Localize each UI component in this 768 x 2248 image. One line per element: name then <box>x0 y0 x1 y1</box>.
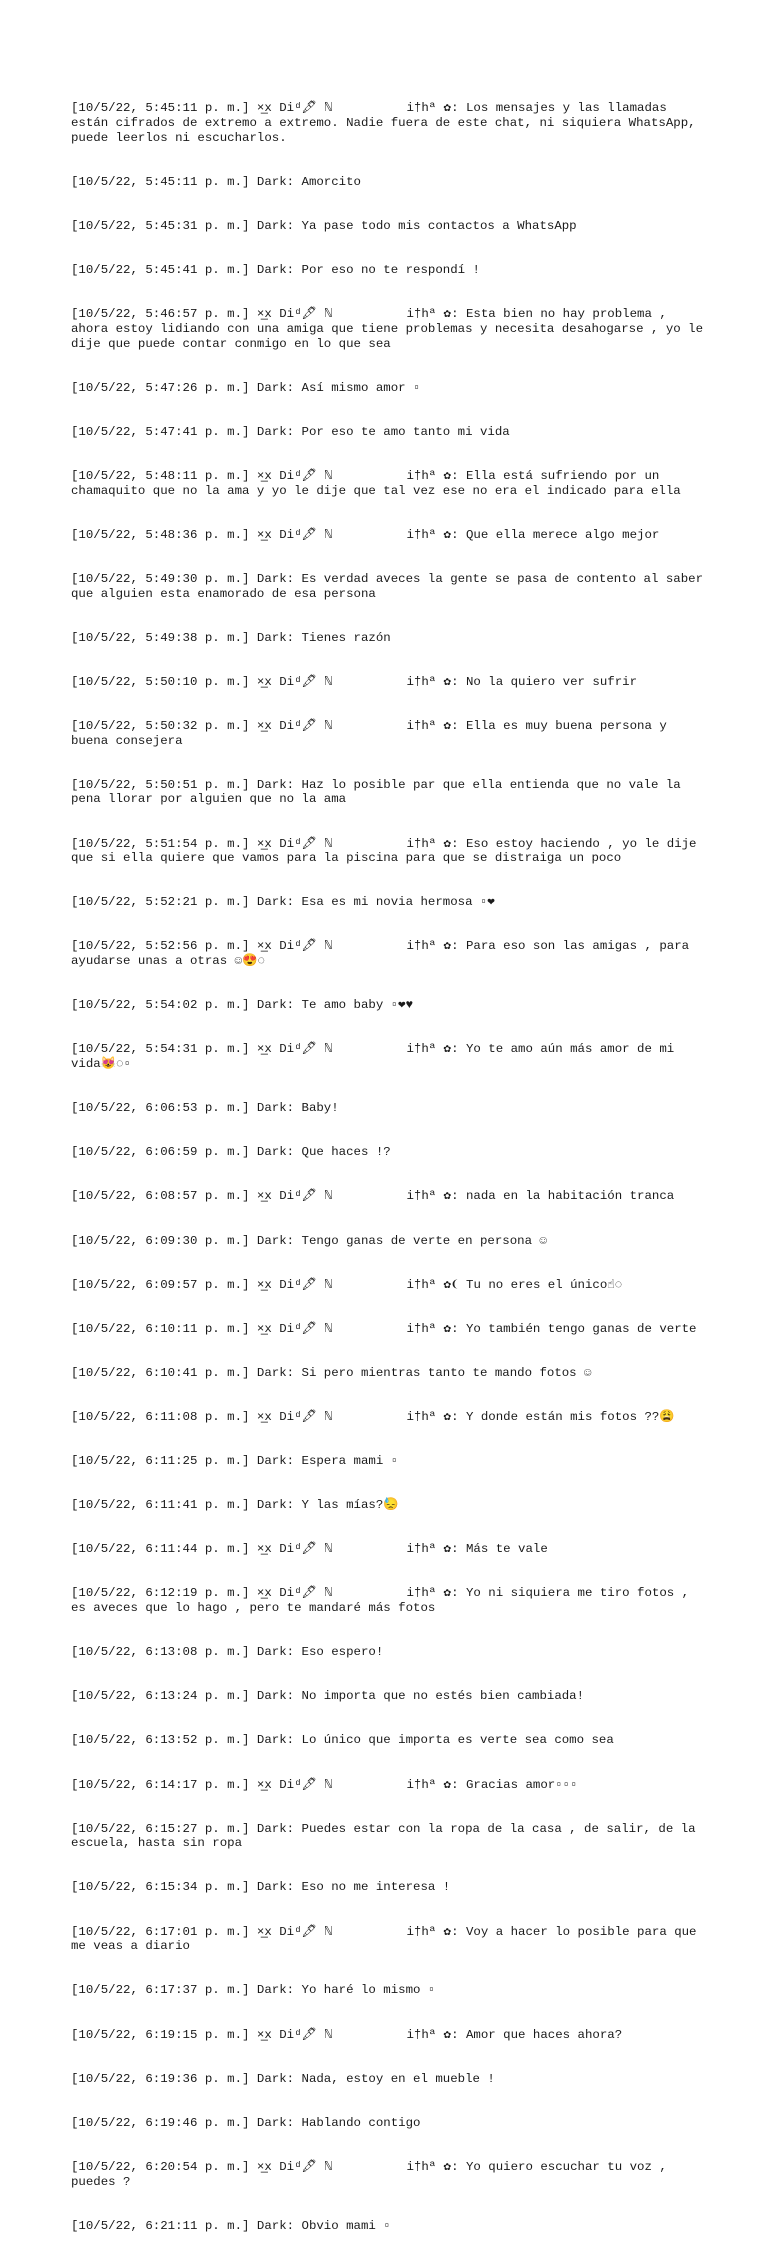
chat-line: [10/5/22, 5:45:11 p. m.] ×̲x Diᵈ🖋 ℕ i†hª ✿: Los mensajes y las llamadas están cifrados de extremo a extremo. Nadie fuera de este chat, ni siquiera WhatsApp, puede leerlos ni escucharlos. <box>71 101 704 145</box>
chat-line: [10/5/22, 6:11:44 p. m.] ×̲x Diᵈ🖋 ℕ i†hª ✿: Más te vale <box>71 1542 548 1557</box>
chat-line: [10/5/22, 6:11:25 p. m.] Dark: Espera mami ▫ <box>71 1454 399 1469</box>
chat-line: [10/5/22, 6:11:41 p. m.] Dark: Y las mías?😓 <box>71 1498 399 1513</box>
chat-line: [10/5/22, 5:54:02 p. m.] Dark: Te amo baby ▫❤♥ <box>71 998 414 1013</box>
chat-line: [10/5/22, 5:54:31 p. m.] ×̲x Diᵈ🖋 ℕ i†hª ✿: Yo te amo aún más amor de mi vida😻◌▫ <box>71 1042 682 1072</box>
chat-line: [10/5/22, 5:48:36 p. m.] ×̲x Diᵈ🖋 ℕ i†hª ✿: Que ella merece algo mejor <box>71 527 660 542</box>
chat-line: [10/5/22, 5:51:54 p. m.] ×̲x Diᵈ🖋 ℕ i†hª ✿: Eso estoy haciendo , yo le dije que si ella quiere que vamos para la piscina para que se distraiga un poco <box>71 836 704 866</box>
chat-line: [10/5/22, 6:09:57 p. m.] ×̲x Diᵈ🖋 ℕ i†hª ✿❨ Tu no eres el único☝◌ <box>71 1277 623 1292</box>
chat-line: [10/5/22, 6:17:37 p. m.] Dark: Yo haré lo mismo ▫ <box>71 1983 436 1998</box>
chat-line: [10/5/22, 6:06:53 p. m.] Dark: Baby! <box>71 1101 339 1116</box>
chat-line: [10/5/22, 5:49:30 p. m.] Dark: Es verdad aveces la gente se pasa de contento al saber que alguien esta enamorado de esa persona <box>71 571 711 601</box>
chat-line: [10/5/22, 6:12:19 p. m.] ×̲x Diᵈ🖋 ℕ i†hª ✿: Yo ni siquiera me tiro fotos , es aveces que lo hago , pero te mandaré más fotos <box>71 1586 697 1616</box>
chat-line: [10/5/22, 6:13:52 p. m.] Dark: Lo único que importa es verte sea como sea <box>71 1733 614 1748</box>
chat-line: [10/5/22, 6:19:15 p. m.] ×̲x Diᵈ🖋 ℕ i†hª ✿: Amor que haces ahora? <box>71 2027 623 2042</box>
chat-line: [10/5/22, 5:45:41 p. m.] Dark: Por eso no te respondí ! <box>71 263 480 278</box>
chat-line: [10/5/22, 6:11:08 p. m.] ×̲x Diᵈ🖋 ℕ i†hª ✿: Y donde están mis fotos ??😩 <box>71 1409 675 1424</box>
chat-line: [10/5/22, 6:17:01 p. m.] ×̲x Diᵈ🖋 ℕ i†hª ✿: Voy a hacer lo posible para que me veas a diario <box>71 1924 704 1954</box>
chat-line: [10/5/22, 6:15:27 p. m.] Dark: Puedes estar con la ropa de la casa , de salir, de la escuela, hasta sin ropa <box>71 1821 704 1851</box>
chat-line: [10/5/22, 5:50:10 p. m.] ×̲x Diᵈ🖋 ℕ i†hª ✿: No la quiero ver sufrir <box>71 674 638 689</box>
chat-line: [10/5/22, 6:19:46 p. m.] Dark: Hablando contigo <box>71 2115 421 2130</box>
chat-line: [10/5/22, 5:52:56 p. m.] ×̲x Diᵈ🖋 ℕ i†hª ✿: Para eso son las amigas , para ayudarse unas a otras ☺😍◌ <box>71 939 697 969</box>
chat-line: [10/5/22, 5:45:31 p. m.] Dark: Ya pase todo mis contactos a WhatsApp <box>71 219 577 234</box>
chat-line: [10/5/22, 5:50:51 p. m.] Dark: Haz lo posible par que ella entienda que no vale la pena llorar por alguien que no la ama <box>71 777 689 807</box>
chat-line: [10/5/22, 5:47:26 p. m.] Dark: Así mismo amor ▫ <box>71 380 421 395</box>
chat-transcript <box>71 72 711 2248</box>
chat-line: [10/5/22, 5:50:32 p. m.] ×̲x Diᵈ🖋 ℕ i†hª ✿: Ella es muy buena persona y buena consejera <box>71 718 675 748</box>
chat-line: [10/5/22, 6:08:57 p. m.] ×̲x Diᵈ🖋 ℕ i†hª ✿: nada en la habitación tranca <box>71 1189 675 1204</box>
chat-line: [10/5/22, 5:46:57 p. m.] ×̲x Diᵈ🖋 ℕ i†hª ✿: Esta bien no hay problema , ahora estoy lidiando con una amiga que tiene problemas y necesita desahogarse , yo le dije que puede contar conmigo en lo que sea <box>71 307 711 351</box>
chat-line: [10/5/22, 6:21:11 p. m.] Dark: Obvio mami ▫ <box>71 2218 391 2233</box>
chat-line: [10/5/22, 5:49:38 p. m.] Dark: Tienes razón <box>71 630 391 645</box>
chat-line: [10/5/22, 5:45:11 p. m.] Dark: Amorcito <box>71 174 361 189</box>
chat-line: [10/5/22, 6:10:41 p. m.] Dark: Si pero mientras tanto te mando fotos ☺ <box>71 1365 592 1380</box>
chat-line: [10/5/22, 6:13:08 p. m.] Dark: Eso espero! <box>71 1645 384 1660</box>
chat-line: [10/5/22, 6:15:34 p. m.] Dark: Eso no me interesa ! <box>71 1880 451 1895</box>
chat-line: [10/5/22, 6:13:24 p. m.] Dark: No importa que no estés bien cambiada! <box>71 1689 585 1704</box>
chat-line: [10/5/22, 6:10:11 p. m.] ×̲x Diᵈ🖋 ℕ i†hª ✿: Yo también tengo ganas de verte <box>71 1321 697 1336</box>
chat-line: [10/5/22, 6:14:17 p. m.] ×̲x Diᵈ🖋 ℕ i†hª ✿: Gracias amor▫▫▫ <box>71 1777 578 1792</box>
chat-line: [10/5/22, 5:52:21 p. m.] Dark: Esa es mi novia hermosa ▫❤ <box>71 895 495 910</box>
chat-line: [10/5/22, 6:19:36 p. m.] Dark: Nada, estoy en el mueble ! <box>71 2071 495 2086</box>
chat-line: [10/5/22, 5:47:41 p. m.] Dark: Por eso te amo tanto mi vida <box>71 424 510 439</box>
chat-line: [10/5/22, 6:20:54 p. m.] ×̲x Diᵈ🖋 ℕ i†hª ✿: Yo quiero escuchar tu voz , puedes ? <box>71 2159 675 2189</box>
chat-line: [10/5/22, 5:48:11 p. m.] ×̲x Diᵈ🖋 ℕ i†hª ✿: Ella está sufriendo por un chamaquito que no la ama y yo le dije que tal vez ese no era el indicado para ella <box>71 468 681 498</box>
chat-line: [10/5/22, 6:09:30 p. m.] Dark: Tengo ganas de verte en persona ☺ <box>71 1233 547 1248</box>
chat-line: [10/5/22, 6:06:59 p. m.] Dark: Que haces !? <box>71 1145 391 1160</box>
